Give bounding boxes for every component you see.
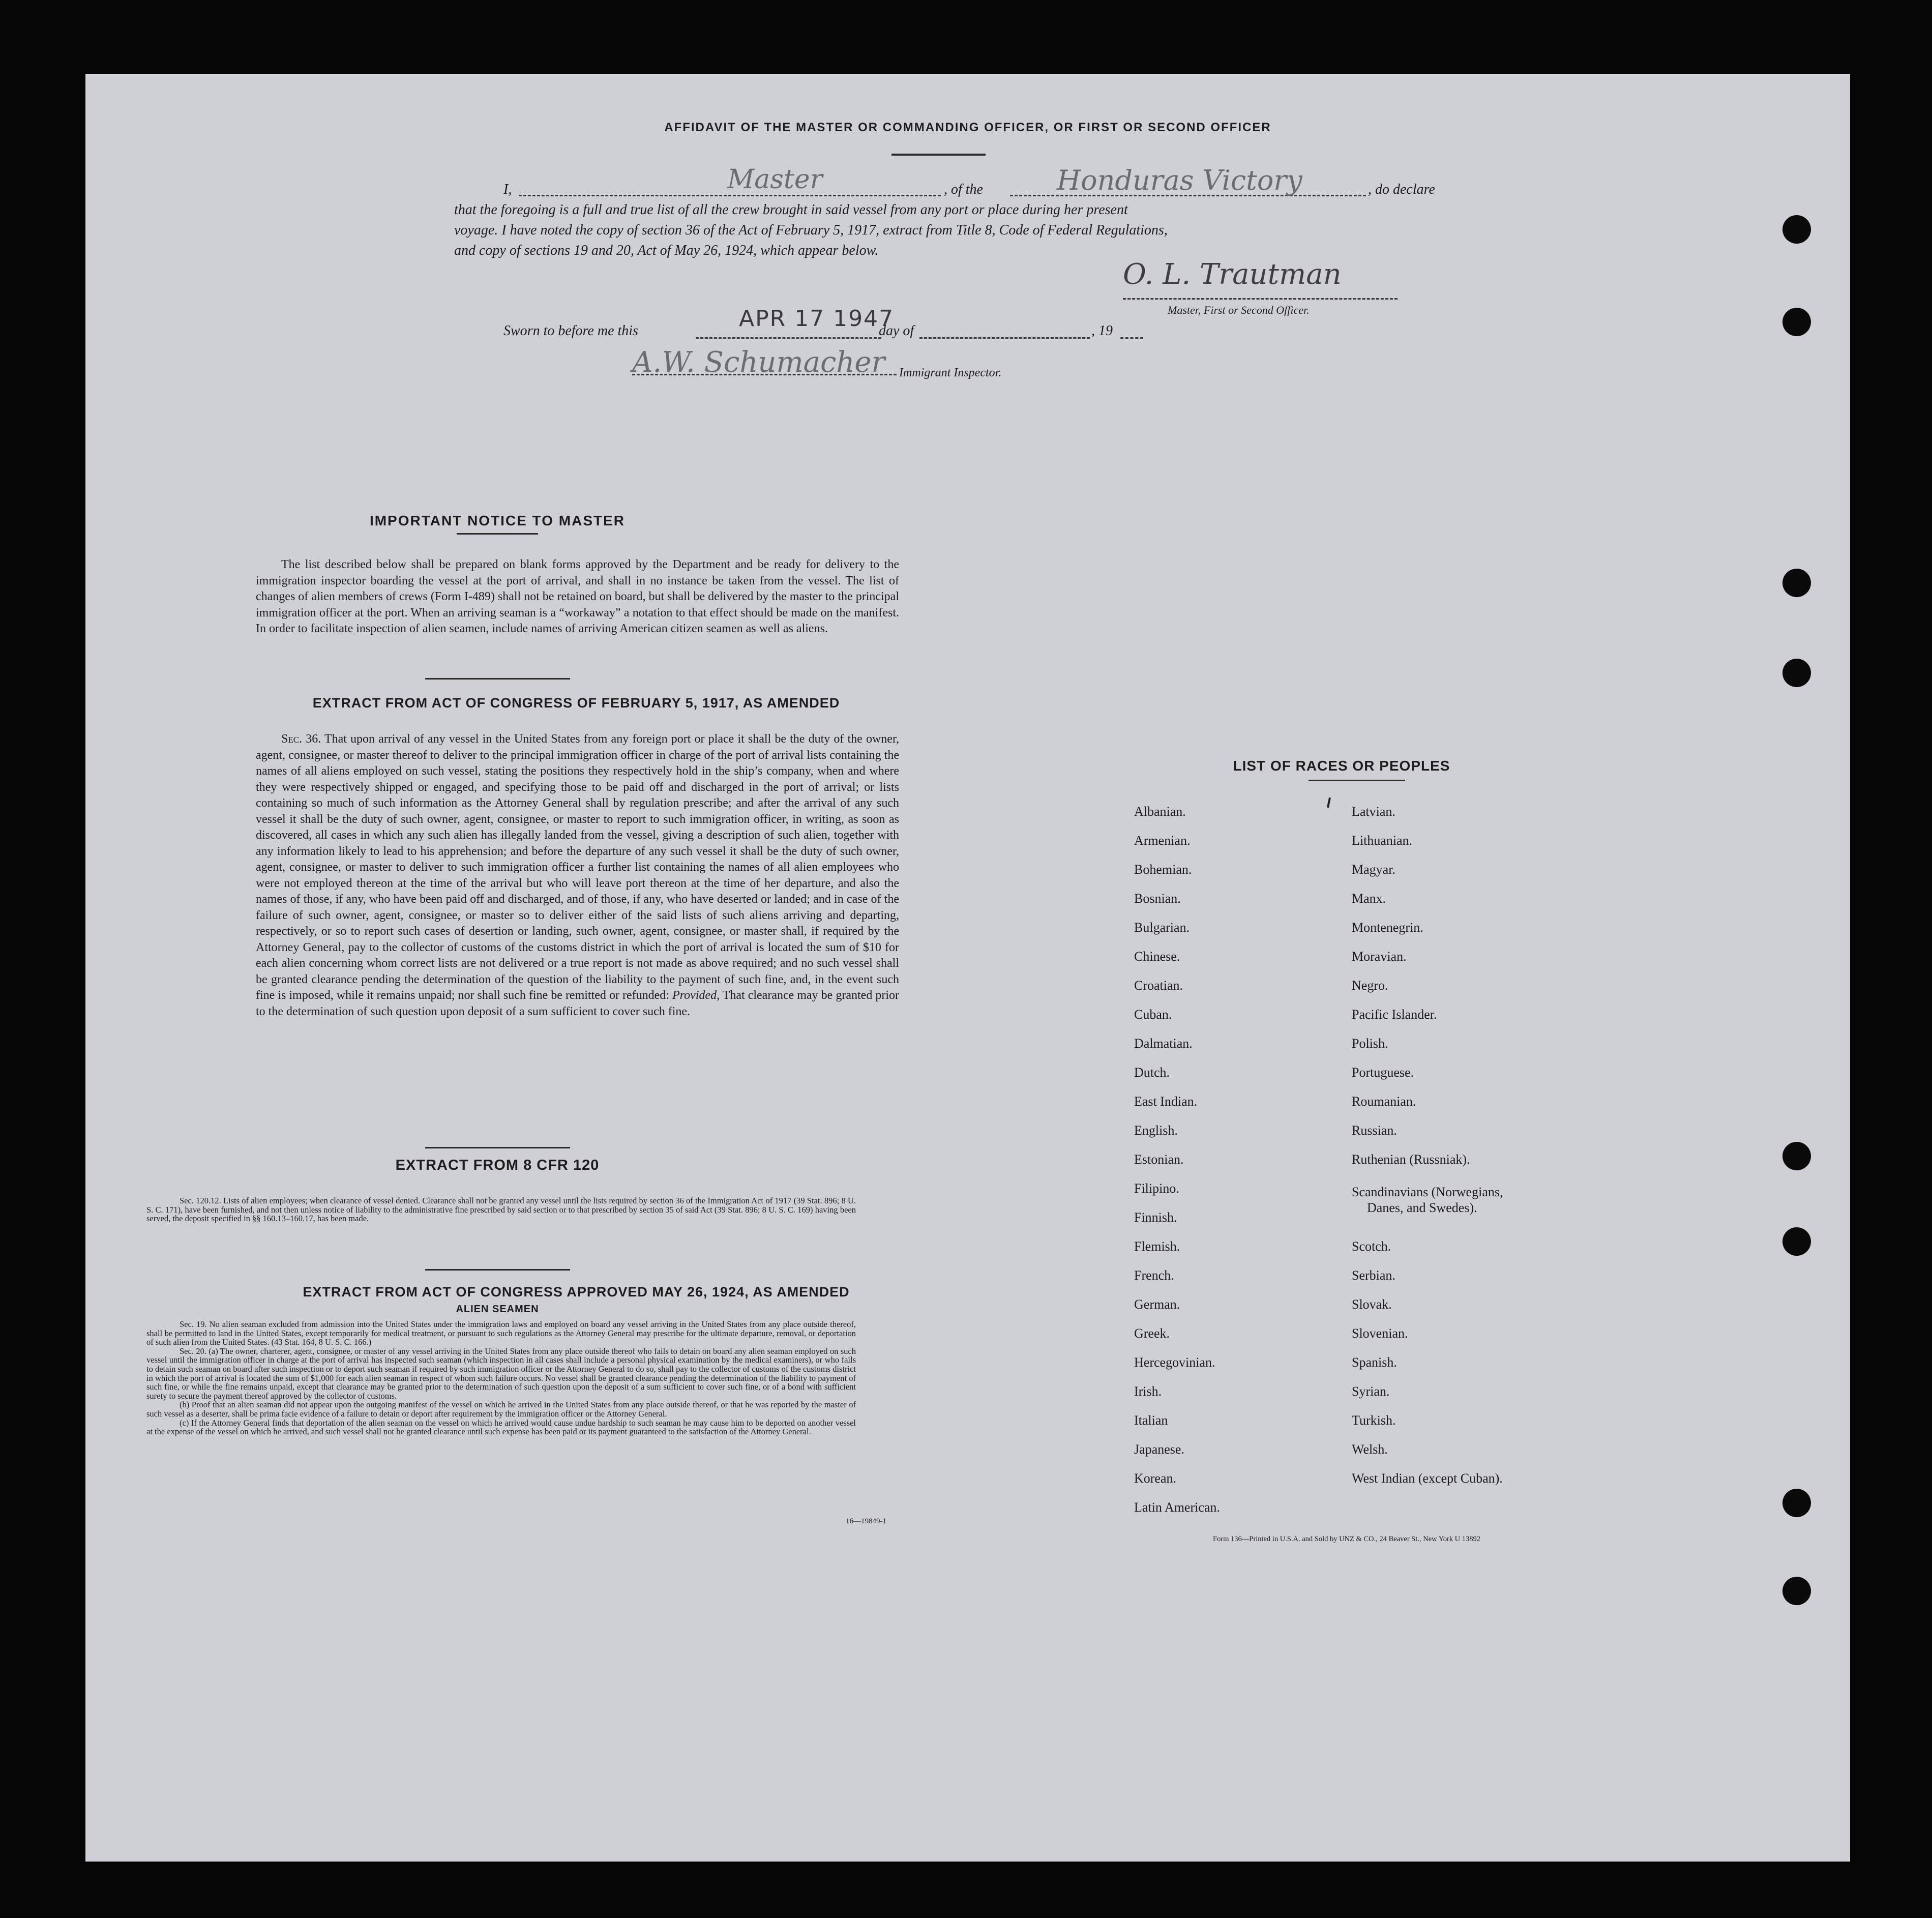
master-handwriting: Master bbox=[727, 164, 823, 195]
race-right-welsh: Welsh. bbox=[1352, 1442, 1388, 1457]
punch-hole bbox=[1782, 569, 1811, 597]
race-right-spanish: Spanish. bbox=[1352, 1355, 1397, 1370]
sec-36-label: Sec. 36. bbox=[281, 732, 321, 746]
race-left-german: German. bbox=[1134, 1297, 1180, 1312]
day-of-label: day of bbox=[879, 323, 914, 339]
race-right-serbian: Serbian. bbox=[1352, 1268, 1395, 1283]
race-left-irish: Irish. bbox=[1134, 1384, 1162, 1399]
extract-1917-title: EXTRACT FROM ACT OF CONGRESS OF FEBRUARY 5, 1917, AS AMENDED bbox=[312, 695, 840, 711]
signature-label: Master, First or Second Officer. bbox=[1168, 304, 1310, 316]
race-right-slovenian: Slovenian. bbox=[1352, 1326, 1408, 1341]
signature-line bbox=[1123, 298, 1398, 300]
master-signature: O. L. Trautman bbox=[1123, 258, 1342, 291]
race-right-polish: Polish. bbox=[1352, 1036, 1388, 1051]
1924-top-rule bbox=[425, 1269, 570, 1271]
race-right-slovak: Slovak. bbox=[1352, 1297, 1392, 1312]
sec-36-body: That upon arrival of any vessel in the United States from any foreign port or place it shall be the duty of the owner, agent, consignee, or master thereof to deliver to the principal immigration officer in charge of the port of arrival lists containing the names of all aliens employed on such vessel, stating the positions they respectively hold in the ship’s company, when and where they were respectively shipped or engaged, and specifying those to be paid off and discharged in the port of arrival; or lists containing so much of such information as the Attorney General shall by regulation prescribe; and after the arrival of any such vessel it shall be the duty of such owner, agent, consignee, or master to report to such immigration officer, in writing, as soon as discovered, all cases in which any such alien has illegally landed from the vessel, giving a description of such alien, together with any information likely to lead to his apprehension; and before the departure of any such vessel it shall be the duty of such owner, agent, consignee, or master to deliver to such immigration officer a further list containing the names of all alien employees who were not employed thereon at the time of the arrival but who will leave port thereon at the time of her departure, and also the names of those, if any, who have been paid off and discharged, and of those, if any, who have deserted or landed; and in case of the failure of such owner, agent, consignee, or master so to deliver either of the said lists of such aliens arriving and departing, respectively, or so to report such cases of desertion or landing, such owner, agent, consignee, or master shall, if required by the Attorney General, pay to the collector of customs of the customs district in which the port of arrival is located the sum of $10 for each alien concerning whom correct lists are not delivered or a true report is not made as above required; and no such vessel shall be granted clearance pending the determination of the question of the liability to the payment of such fine, and, in the event such fine is imposed, while it remains unpaid; nor shall such fine be remitted or refunded: bbox=[256, 732, 899, 1002]
race-right-scotch: Scotch. bbox=[1352, 1239, 1391, 1254]
notice-end-rule bbox=[425, 678, 570, 680]
affidavit-line-2: that the foregoing is a full and true list of all the crew brought in said vessel from any port or place during her present bbox=[454, 202, 1128, 218]
race-right-portuguese: Portuguese. bbox=[1352, 1065, 1414, 1080]
punch-hole bbox=[1782, 1577, 1811, 1605]
inspector-signature: A.W. Schumacher bbox=[632, 346, 885, 379]
race-right-montenegrin: Montenegrin. bbox=[1352, 920, 1423, 935]
race-left-bohemian: Bohemian. bbox=[1134, 862, 1192, 877]
race-tick-mark bbox=[1327, 798, 1331, 808]
races-rule bbox=[1309, 780, 1405, 781]
race-left-armenian: Armenian. bbox=[1134, 833, 1191, 848]
race-right-roumanian: Roumanian. bbox=[1352, 1094, 1416, 1109]
race-left-latin-american: Latin American. bbox=[1134, 1500, 1220, 1515]
inspector-label: Immigrant Inspector. bbox=[899, 366, 1002, 379]
race-right-moravian: Moravian. bbox=[1352, 949, 1407, 964]
do-declare-label: , do declare bbox=[1368, 182, 1435, 197]
sec-20a-text: Sec. 20. (a) The owner, charterer, agent, consignee, or master of any vessel arriving in the United States from any place outside thereof who fails to detain on board any alien seaman employed on such vessel until the immigration officer in charge at the port of arrival has inspected such seaman (which inspection in all cases shall include a personal physical examination by the medical examiners), or who fails to detain such seaman on board after such inspection or to deport such seaman if required by such immigration officer or the Attorney General to do so, shall pay to the collector of customs of the customs district in which the port of arrival is located the sum of $1,000 for each alien seaman in respect of whom such failure occurs. No vessel shall be granted clearance pending the determination of the liability to payment of such fine, or while the fine remains unpaid, except that clearance may be granted prior to the determination of such question upon the deposit of a sum sufficient to cover such fine, or of a bond with sufficient surety to secure the payment thereof approved by the collector of customs. bbox=[146, 1346, 856, 1401]
extract-1917-text bbox=[256, 731, 899, 1020]
race-right-turkish: Turkish. bbox=[1352, 1413, 1396, 1428]
year-label: , 19 bbox=[1091, 323, 1113, 339]
race-right-negro: Negro. bbox=[1352, 978, 1388, 993]
punch-hole bbox=[1782, 1142, 1811, 1170]
extract-1924-text bbox=[146, 1320, 856, 1436]
form-footer-note: Form 136—Printed in U.S.A. and Sold by UNZ & CO., 24 Beaver St., New York U 13892 bbox=[1213, 1535, 1481, 1543]
cfr-title: EXTRACT FROM 8 CFR 120 bbox=[395, 1157, 600, 1173]
race-left-filipino: Filipino. bbox=[1134, 1181, 1179, 1196]
inspector-line bbox=[632, 374, 897, 375]
race-left-dutch: Dutch. bbox=[1134, 1065, 1170, 1080]
notice-rule bbox=[457, 533, 538, 535]
provided-label: Provided, bbox=[672, 989, 720, 1002]
date-blank bbox=[696, 337, 881, 339]
affidavit-line-3: voyage. I have noted the copy of section 36 of the Act of February 5, 1917, extract from Title 8, Code of Federal Regulations, bbox=[454, 222, 1168, 238]
of-the-label: , of the bbox=[944, 182, 983, 197]
notice-title: IMPORTANT NOTICE TO MASTER bbox=[369, 513, 626, 528]
race-right-syrian: Syrian. bbox=[1352, 1384, 1390, 1399]
race-left-japanese: Japanese. bbox=[1134, 1442, 1184, 1457]
race-right-magyar: Magyar. bbox=[1352, 862, 1395, 877]
affidavit-title: AFFIDAVIT OF THE MASTER OR COMMANDING OFFICER, OR FIRST OR SECOND OFFICER bbox=[664, 121, 1271, 134]
notice-text: The list described below shall be prepared on blank forms approved by the Department and be ready for delivery to the immigration inspector boarding the vessel at the port of arrival, and shall in no instance be taken from the vessel. The list of changes of alien members of crews (Form I-489) shall not be retained on board, but shall be delivered by the master to the principal immigration officer at the port. When an arriving seaman is a “workaway” a notation to that effect should be made on the manifest. In order to facilitate inspection of alien seamen, include names of arriving American citizen seamen as well as aliens. bbox=[256, 558, 899, 635]
punch-hole bbox=[1782, 308, 1811, 336]
vessel-handwriting: Honduras Victory bbox=[1057, 164, 1302, 196]
race-left-estonian: Estonian. bbox=[1134, 1152, 1184, 1167]
punch-hole bbox=[1782, 659, 1811, 687]
race-left-chinese: Chinese. bbox=[1134, 949, 1180, 964]
race-right-ruthenian: Ruthenian (Russniak). bbox=[1352, 1152, 1470, 1167]
date-stamp: APR 17 1947 bbox=[739, 306, 895, 332]
extract-1924-title: EXTRACT FROM ACT OF CONGRESS APPROVED MAY 26, 1924, AS AMENDED bbox=[303, 1284, 850, 1300]
race-left-flemish: Flemish. bbox=[1134, 1239, 1180, 1254]
print-code: 16—19849-1 bbox=[846, 1517, 886, 1525]
document-page bbox=[85, 74, 1850, 1862]
month-blank bbox=[919, 337, 1090, 339]
race-left-dalmatian: Dalmatian. bbox=[1134, 1036, 1193, 1051]
races-title: LIST OF RACES OR PEOPLES bbox=[1233, 758, 1450, 774]
race-left-finnish: Finnish. bbox=[1134, 1210, 1177, 1225]
race-left-east-indian: East Indian. bbox=[1134, 1094, 1198, 1109]
race-right-manx: Manx. bbox=[1352, 891, 1386, 906]
sec-36-end: That clearance may be granted prior to the determination of such question upon deposit of a sum sufficient to cover such fine. bbox=[256, 989, 899, 1018]
race-right-lithuanian: Lithuanian. bbox=[1352, 833, 1413, 848]
race-right-scandinavians-cont: Danes, and Swedes). bbox=[1367, 1200, 1477, 1215]
race-right-scandinavians: Scandinavians (Norwegians, bbox=[1352, 1185, 1503, 1199]
race-left-bosnian: Bosnian. bbox=[1134, 891, 1181, 906]
cfr-text: Sec. 120.12. Lists of alien employees; when clearance of vessel denied. Clearance shall not be granted any vessel until the lists required by section 36 of the Immigration Act of 1917 (39 Stat. 896; 8 U. S. C. 171), have been furnished, and not then unless notice of liability to the administrative fine prescribed by said section or to that prescribed by section 35 of said Act (39 Stat. 896; 8 U. S. C. 169) having been served, the deposit specified in §§ 160.13–160.17, has been made. bbox=[146, 1196, 856, 1224]
punch-hole bbox=[1782, 1227, 1811, 1256]
sec-19-text: Sec. 19. No alien seaman excluded from admission into the United States under the immigration laws and employed on board any vessel arriving in the United States from any place outside thereof, shall be permitted to land in the United States, except temporarily for medical treatment, or pursuant to such regulations as the Attorney General may prescribe for the ultimate departure, removal, or deportation of such alien from the United States. (43 Stat. 164, 8 U. S. C. 166.) bbox=[146, 1319, 856, 1347]
race-right-pacific-islander: Pacific Islander. bbox=[1352, 1007, 1437, 1022]
race-left-cuban: Cuban. bbox=[1134, 1007, 1172, 1022]
race-left-bulgarian: Bulgarian. bbox=[1134, 920, 1190, 935]
race-left-english: English. bbox=[1134, 1123, 1178, 1138]
year-blank bbox=[1120, 337, 1143, 339]
sworn-label: Sworn to before me this bbox=[503, 323, 638, 339]
i-label: I, bbox=[503, 182, 512, 197]
race-left-hercegovinian: Hercegovinian. bbox=[1134, 1355, 1215, 1370]
race-left-korean: Korean. bbox=[1134, 1471, 1177, 1486]
title-rule bbox=[891, 154, 986, 156]
sec-20c-text: (c) If the Attorney General finds that deportation of the alien seaman on the vessel on which he arrived would cause undue hardship to such seaman he may cause him to be deported on another vessel at the expense of the vessel on which he arrived, and such vessel shall not be granted clearance until such expense has been paid or its payment guaranteed to the satisfaction of the Attorney General. bbox=[146, 1418, 856, 1437]
race-right-russian: Russian. bbox=[1352, 1123, 1397, 1138]
sec-20b-text: (b) Proof that an alien seaman did not appear upon the outgoing manifest of the vessel on which he arrived in the United States from any place outside thereof, or that he was reported by the master of such vessel as a deserter, shall be prima facie evidence of a failure to detain or deport after requirement by the immigration officer or the Attorney General. bbox=[146, 1400, 856, 1419]
extract-1924-subtitle: ALIEN SEAMEN bbox=[456, 1304, 539, 1315]
race-left-croatian: Croatian. bbox=[1134, 978, 1183, 993]
affidavit-line-4: and copy of sections 19 and 20, Act of May 26, 1924, which appear below. bbox=[454, 243, 879, 258]
race-left-albanian: Albanian. bbox=[1134, 804, 1186, 819]
cfr-top-rule bbox=[425, 1147, 570, 1148]
master-blank bbox=[519, 195, 941, 196]
race-right-latvian: Latvian. bbox=[1352, 804, 1395, 819]
punch-hole bbox=[1782, 215, 1811, 244]
race-left-italian: Italian bbox=[1134, 1413, 1168, 1428]
race-left-french: French. bbox=[1134, 1268, 1174, 1283]
race-left-greek: Greek. bbox=[1134, 1326, 1170, 1341]
punch-hole bbox=[1782, 1489, 1811, 1517]
race-right-west-indian: West Indian (except Cuban). bbox=[1352, 1471, 1503, 1486]
